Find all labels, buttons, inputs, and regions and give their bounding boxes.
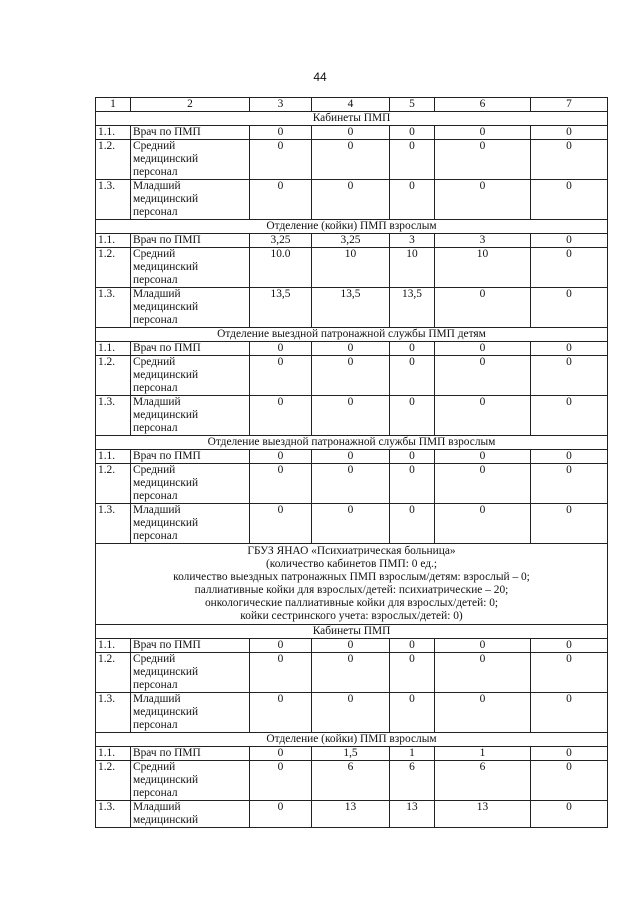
cell-value-v6: 3	[435, 234, 531, 248]
cell-value-v5: 0	[390, 504, 435, 544]
cell-value-v4: 0	[312, 653, 390, 693]
section-title: Отделение (койки) ПМП взрослым	[96, 220, 608, 234]
staff-category: Средний медицинский персонал	[131, 248, 250, 288]
table-row	[96, 653, 608, 693]
row-number: 1.2.	[96, 248, 131, 288]
cell-value-v6: 0	[435, 126, 531, 140]
row-number: 1.3.	[96, 693, 131, 733]
cell-value-v6: 0	[435, 450, 531, 464]
cell-value-v5: 0	[390, 693, 435, 733]
cell-value-v6: 10	[435, 248, 531, 288]
cell-value-v3: 0	[250, 761, 312, 801]
row-number: 1.3.	[96, 504, 131, 544]
cell-value-v6: 0	[435, 288, 531, 328]
cell-value-v6: 6	[435, 761, 531, 801]
row-number: 1.1.	[96, 639, 131, 653]
cell-value-v5: 0	[390, 140, 435, 180]
cell-value-v7: 0	[531, 761, 608, 801]
staff-category: Младший медицинский	[131, 801, 250, 828]
column-header: 4	[312, 98, 390, 112]
row-number: 1.3.	[96, 396, 131, 436]
staff-category: Младший медицинский персонал	[131, 288, 250, 328]
cell-value-v3: 0	[250, 180, 312, 220]
cell-value-v7: 0	[531, 464, 608, 504]
staff-category: Врач по ПМП	[131, 450, 250, 464]
cell-value-v3: 0	[250, 396, 312, 436]
cell-value-v7: 0	[531, 248, 608, 288]
cell-value-v4: 0	[312, 464, 390, 504]
column-header: 5	[390, 98, 435, 112]
cell-value-v4: 3,25	[312, 234, 390, 248]
table-row	[96, 342, 608, 356]
cell-value-v4: 0	[312, 396, 390, 436]
staff-category: Средний медицинский персонал	[131, 464, 250, 504]
section-header-row	[96, 733, 608, 747]
table-row	[96, 693, 608, 733]
cell-value-v7: 0	[531, 126, 608, 140]
staff-category: Врач по ПМП	[131, 234, 250, 248]
row-number: 1.1.	[96, 747, 131, 761]
cell-value-v4: 10	[312, 248, 390, 288]
cell-value-v5: 10	[390, 248, 435, 288]
cell-value-v6: 0	[435, 464, 531, 504]
cell-value-v6: 0	[435, 504, 531, 544]
cell-value-v4: 6	[312, 761, 390, 801]
cell-value-v4: 0	[312, 126, 390, 140]
cell-value-v6: 0	[435, 396, 531, 436]
table-body	[96, 98, 608, 828]
table-row	[96, 234, 608, 248]
cell-value-v5: 0	[390, 653, 435, 693]
section-title: Отделение выездной патронажной службы ПМП детям	[96, 328, 608, 342]
section-title: Отделение выездной патронажной службы ПМП взрослым	[96, 436, 608, 450]
cell-value-v4: 0	[312, 693, 390, 733]
cell-value-v3: 0	[250, 356, 312, 396]
organization-info-line: койки сестринского учета: взрослых/детей: 0)	[240, 610, 463, 622]
table-row	[96, 180, 608, 220]
cell-value-v7: 0	[531, 450, 608, 464]
cell-value-v3: 0	[250, 693, 312, 733]
section-header-row	[96, 112, 608, 126]
cell-value-v3: 0	[250, 653, 312, 693]
cell-value-v7: 0	[531, 747, 608, 761]
cell-value-v3: 0	[250, 464, 312, 504]
cell-value-v5: 13	[390, 801, 435, 828]
row-number: 1.3.	[96, 180, 131, 220]
row-number: 1.2.	[96, 464, 131, 504]
table-row	[96, 396, 608, 436]
cell-value-v7: 0	[531, 396, 608, 436]
staff-category: Младший медицинский персонал	[131, 504, 250, 544]
cell-value-v7: 0	[531, 356, 608, 396]
staff-category: Младший медицинский персонал	[131, 693, 250, 733]
row-number: 1.1.	[96, 342, 131, 356]
cell-value-v4: 0	[312, 356, 390, 396]
row-number: 1.1.	[96, 450, 131, 464]
table-row	[96, 761, 608, 801]
page-number: 44	[313, 70, 327, 84]
cell-value-v5: 0	[390, 464, 435, 504]
cell-value-v7: 0	[531, 180, 608, 220]
cell-value-v7: 0	[531, 140, 608, 180]
cell-value-v6: 1	[435, 747, 531, 761]
row-number: 1.2.	[96, 761, 131, 801]
cell-value-v7: 0	[531, 639, 608, 653]
cell-value-v5: 13,5	[390, 288, 435, 328]
cell-value-v3: 0	[250, 747, 312, 761]
cell-value-v3: 0	[250, 342, 312, 356]
staff-category: Врач по ПМП	[131, 126, 250, 140]
column-header: 2	[131, 98, 250, 112]
cell-value-v5: 3	[390, 234, 435, 248]
table-row	[96, 288, 608, 328]
table-row	[96, 464, 608, 504]
cell-value-v6: 0	[435, 356, 531, 396]
staff-category: Врач по ПМП	[131, 342, 250, 356]
cell-value-v6: 0	[435, 180, 531, 220]
staff-category: Средний медицинский персонал	[131, 653, 250, 693]
cell-value-v5: 0	[390, 396, 435, 436]
organization-info-line: паллиативные койки для взрослых/детей: психиатрические – 20;	[194, 584, 509, 596]
row-number: 1.2.	[96, 140, 131, 180]
cell-value-v5: 0	[390, 450, 435, 464]
staff-category: Врач по ПМП	[131, 747, 250, 761]
staffing-table	[95, 97, 608, 828]
cell-value-v4: 13	[312, 801, 390, 828]
cell-value-v7: 0	[531, 342, 608, 356]
cell-value-v5: 0	[390, 342, 435, 356]
cell-value-v7: 0	[531, 234, 608, 248]
section-title: Кабинеты ПМП	[96, 112, 608, 126]
table-row	[96, 126, 608, 140]
table-row	[96, 801, 608, 828]
cell-value-v5: 0	[390, 180, 435, 220]
cell-value-v6: 0	[435, 140, 531, 180]
column-header: 6	[435, 98, 531, 112]
staff-category: Младший медицинский персонал	[131, 396, 250, 436]
row-number: 1.1.	[96, 234, 131, 248]
cell-value-v4: 0	[312, 140, 390, 180]
table-row	[96, 747, 608, 761]
staff-category: Средний медицинский персонал	[131, 356, 250, 396]
staff-category: Средний медицинский персонал	[131, 140, 250, 180]
cell-value-v7: 0	[531, 693, 608, 733]
column-header: 1	[96, 98, 131, 112]
table-row	[96, 248, 608, 288]
section-header-row	[96, 436, 608, 450]
organization-info-line: онкологические паллиативные койки для взрослых/детей: 0;	[204, 597, 499, 609]
cell-value-v3: 0	[250, 126, 312, 140]
cell-value-v5: 0	[390, 639, 435, 653]
cell-value-v3: 3,25	[250, 234, 312, 248]
cell-value-v6: 0	[435, 342, 531, 356]
organization-info	[96, 544, 608, 625]
cell-value-v4: 0	[312, 639, 390, 653]
cell-value-v4: 0	[312, 450, 390, 464]
cell-value-v4: 1,5	[312, 747, 390, 761]
cell-value-v3: 13,5	[250, 288, 312, 328]
cell-value-v5: 0	[390, 356, 435, 396]
column-header: 3	[250, 98, 312, 112]
organization-info-row	[96, 544, 608, 625]
cell-value-v7: 0	[531, 801, 608, 828]
cell-value-v4: 13,5	[312, 288, 390, 328]
organization-info-line: количество выездных патронажных ПМП взрослым/детям: взрослый – 0;	[173, 571, 530, 583]
cell-value-v6: 13	[435, 801, 531, 828]
organization-info-line: ГБУЗ ЯНАО «Психиатрическая больница»	[247, 545, 456, 557]
cell-value-v6: 0	[435, 639, 531, 653]
cell-value-v7: 0	[531, 653, 608, 693]
staff-category: Младший медицинский персонал	[131, 180, 250, 220]
cell-value-v3: 0	[250, 140, 312, 180]
cell-value-v4: 0	[312, 504, 390, 544]
row-number: 1.3.	[96, 288, 131, 328]
column-header-row	[96, 98, 608, 112]
row-number: 1.3.	[96, 801, 131, 828]
table-row	[96, 356, 608, 396]
cell-value-v5: 6	[390, 761, 435, 801]
section-title: Кабинеты ПМП	[96, 625, 608, 639]
cell-value-v3: 0	[250, 801, 312, 828]
section-header-row	[96, 328, 608, 342]
row-number: 1.2.	[96, 356, 131, 396]
table-row	[96, 140, 608, 180]
section-title: Отделение (койки) ПМП взрослым	[96, 733, 608, 747]
cell-value-v6: 0	[435, 693, 531, 733]
cell-value-v3: 0	[250, 450, 312, 464]
cell-value-v4: 0	[312, 342, 390, 356]
cell-value-v7: 0	[531, 288, 608, 328]
organization-info-line: (количество кабинетов ПМП: 0 ед.;	[265, 558, 438, 570]
cell-value-v3: 0	[250, 639, 312, 653]
table-row	[96, 450, 608, 464]
row-number: 1.2.	[96, 653, 131, 693]
cell-value-v7: 0	[531, 504, 608, 544]
table-row	[96, 504, 608, 544]
cell-value-v5: 1	[390, 747, 435, 761]
cell-value-v6: 0	[435, 653, 531, 693]
section-header-row	[96, 625, 608, 639]
cell-value-v3: 10.0	[250, 248, 312, 288]
cell-value-v3: 0	[250, 504, 312, 544]
staff-category: Средний медицинский персонал	[131, 761, 250, 801]
section-header-row	[96, 220, 608, 234]
column-header: 7	[531, 98, 608, 112]
staff-category: Врач по ПМП	[131, 639, 250, 653]
cell-value-v5: 0	[390, 126, 435, 140]
row-number: 1.1.	[96, 126, 131, 140]
cell-value-v4: 0	[312, 180, 390, 220]
table-row	[96, 639, 608, 653]
